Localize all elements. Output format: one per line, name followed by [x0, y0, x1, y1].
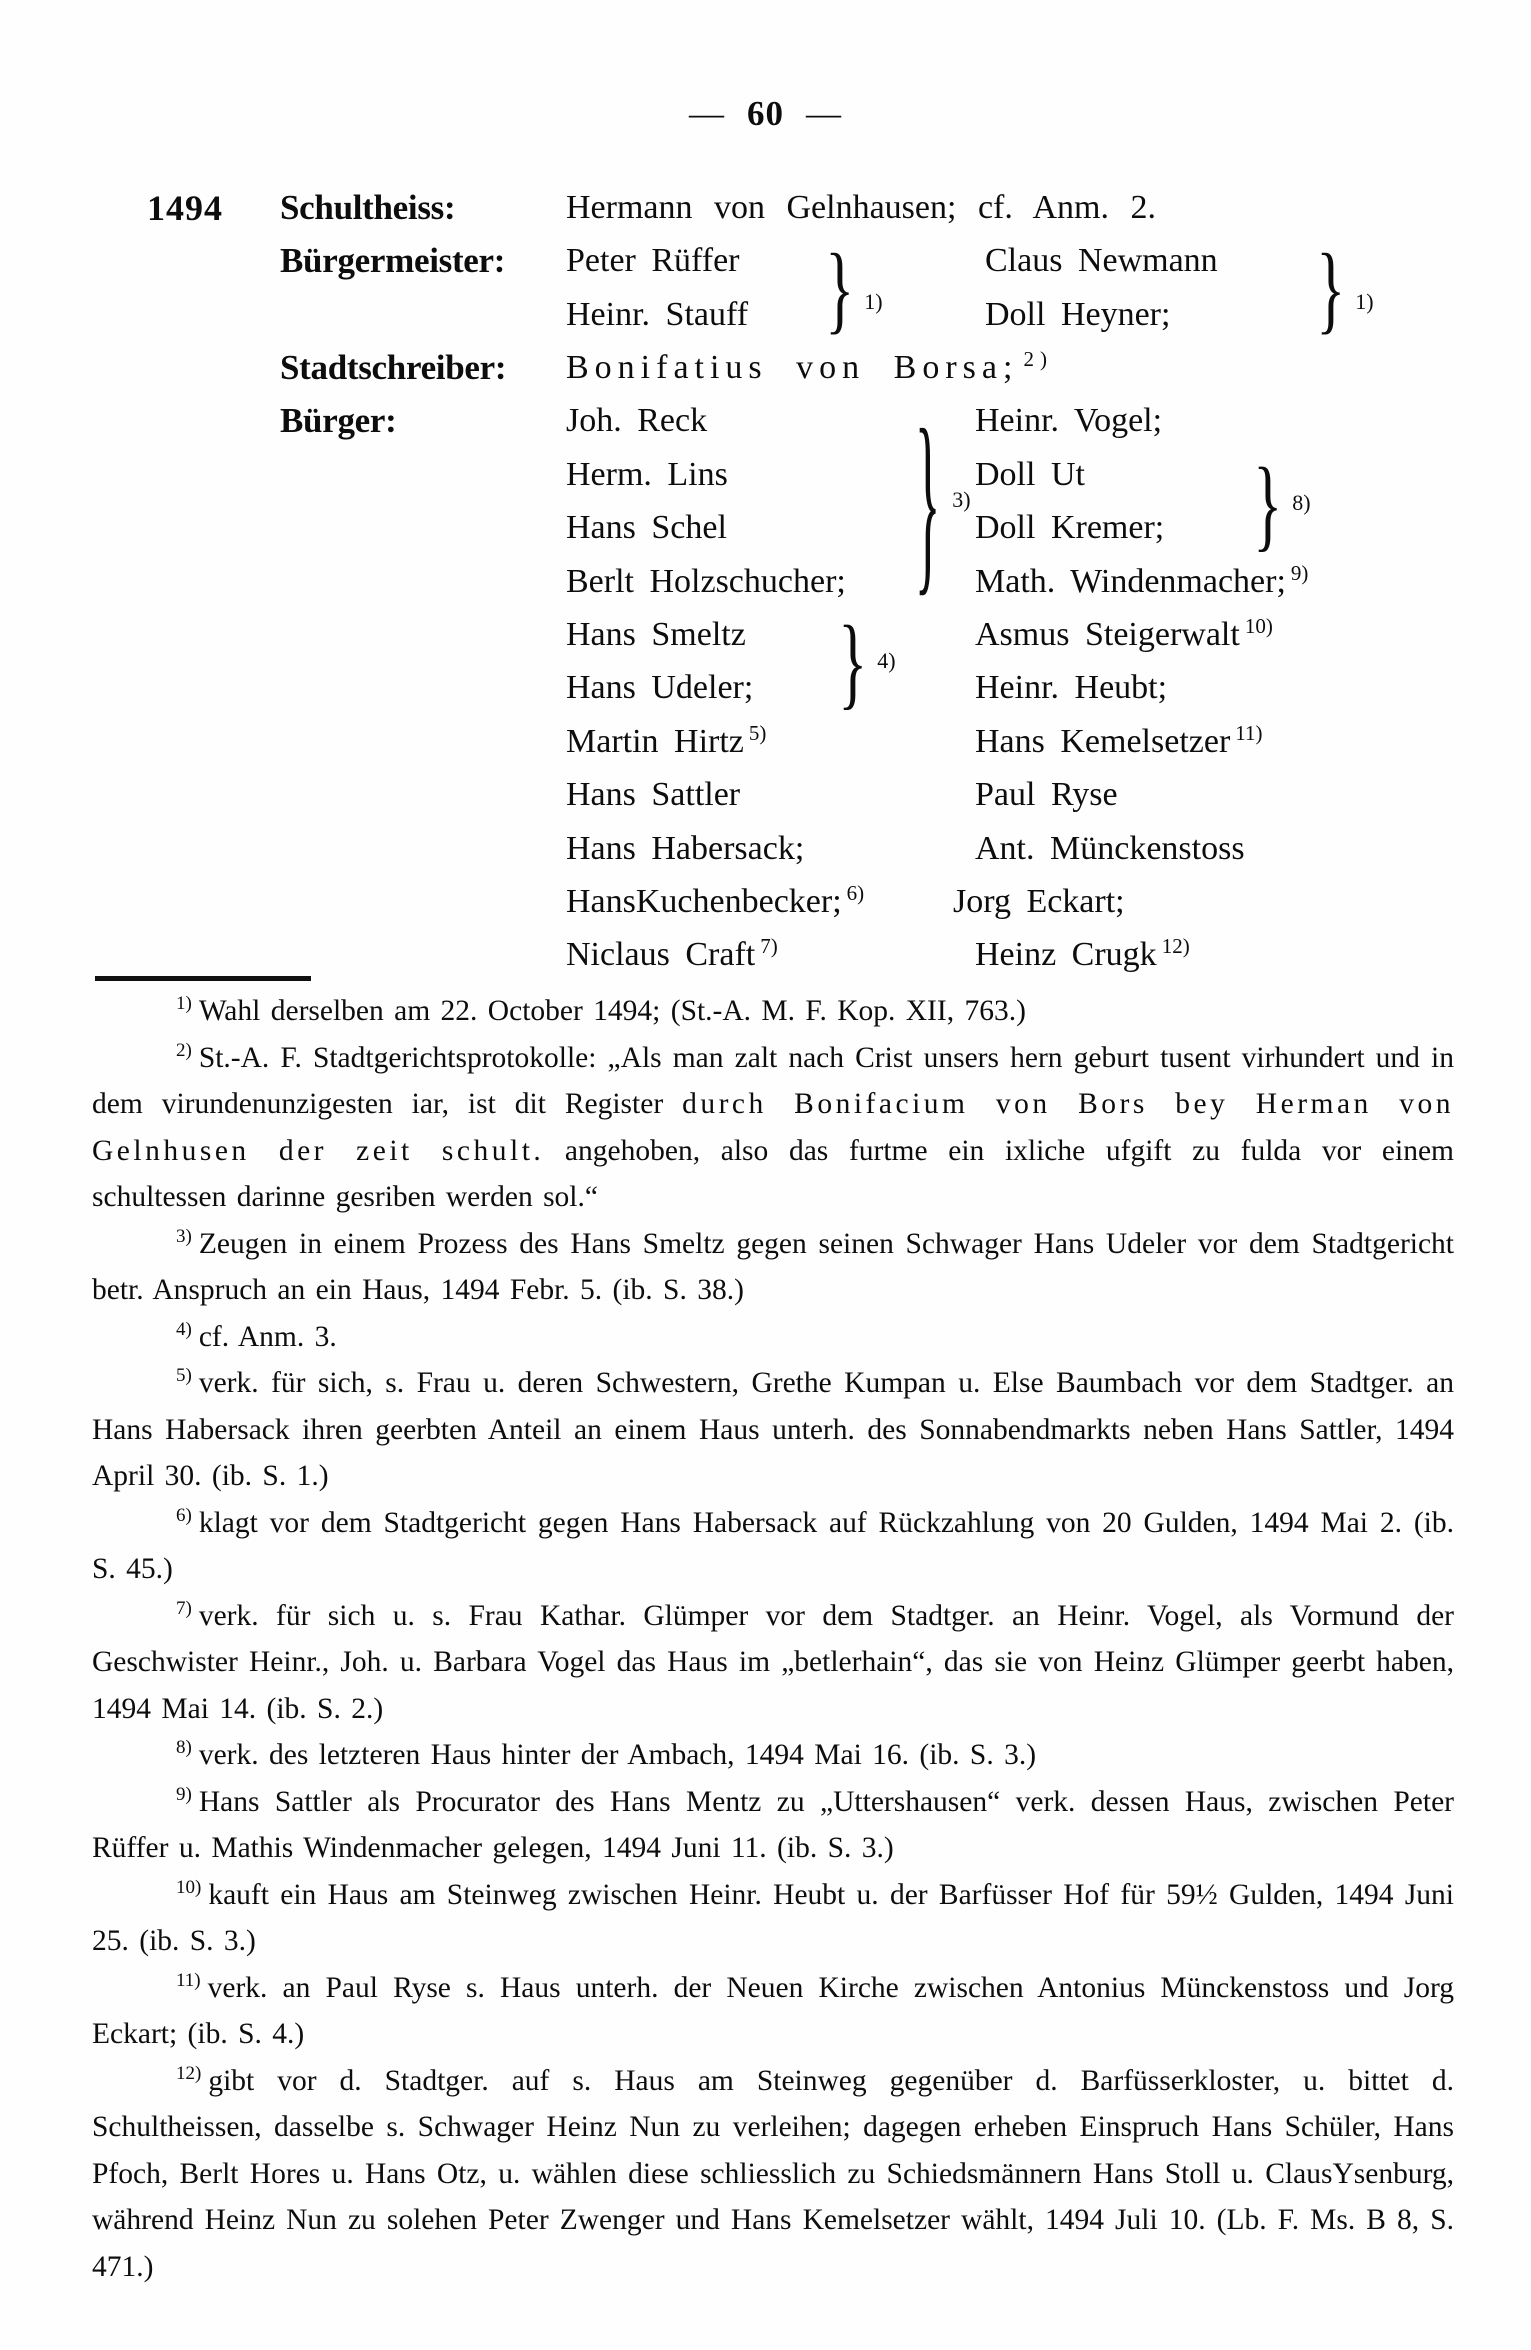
footnote-ref: 2) [1023, 346, 1053, 371]
citizen-name [975, 455, 1085, 495]
citizen-name [566, 775, 740, 815]
register-row [95, 615, 1505, 661]
register-row [95, 668, 1505, 714]
footnote-marker: 5) [176, 1365, 192, 1387]
footnote-4 [92, 1314, 1454, 1361]
register-row [95, 562, 1505, 608]
register-row [95, 722, 1505, 768]
footnote-1 [92, 988, 1454, 1035]
footnote-ref: 5) [748, 720, 767, 745]
citizen-name [566, 455, 728, 495]
buergermeister-label: Bürgermeister: [280, 241, 506, 280]
footnote-marker: 1) [176, 993, 192, 1015]
footnote-ref: 12) [1161, 933, 1190, 958]
footnote-10 [92, 1872, 1454, 1965]
footnote-ref: 10) [1244, 613, 1273, 638]
citizen-name [566, 882, 864, 922]
page-number-left-dash: — [689, 94, 725, 133]
buergermeister-name: Peter Rüffer [566, 242, 740, 279]
footnote-12 [92, 2058, 1454, 2291]
register-row [95, 882, 1505, 928]
register-row [95, 775, 1505, 821]
footnote-marker: 12) [176, 2062, 202, 2084]
page-number [0, 94, 1531, 134]
buergermeister-name: Heinr. Stauff [566, 296, 749, 333]
name-text: Niclaus Craft [566, 936, 756, 973]
register-row [95, 401, 1505, 447]
footnote-ref: 1) [864, 289, 883, 314]
footnote-text: verk. des letzteren Haus hinter der Ambach, 1494 Mai 16. (ib. S. 3.) [198, 1739, 1037, 1771]
citizen-name [566, 562, 846, 602]
footnotes-section [92, 988, 1454, 2290]
schultheiss-label: Schultheiss: [280, 188, 456, 227]
footnote-marker: 11) [176, 1969, 201, 1991]
name-text: Doll Kremer; [975, 509, 1165, 546]
name-text: Heinr. Vogel; [975, 402, 1163, 439]
footnote-ref: 1) [1355, 289, 1374, 314]
name-text: Hans Udeler; [566, 669, 754, 706]
buergermeister-right-brace [1310, 232, 1374, 344]
citizen-name [566, 829, 804, 869]
footnote-ref: 3) [952, 487, 971, 512]
citizen-name [975, 562, 1308, 602]
footnote-text: Zeugen in einem Prozess des Hans Smeltz gegen seinen Schwager Hans Udeler vor dem Stadtgericht betr. Anspruch an ein Haus, 1494 Febr. 5. (ib. S. 38.) [92, 1227, 1454, 1306]
register-row [95, 295, 1505, 341]
page-number-value: 60 [747, 94, 784, 133]
schultheiss-value: Hermann von Gelnhausen; cf. Anm. 2. [566, 189, 1156, 226]
footnote-7 [92, 1593, 1454, 1733]
citizen-name [975, 935, 1190, 975]
name-text: Hans Habersack; [566, 830, 805, 867]
buergermeister-name: Doll Heyner; [985, 296, 1171, 333]
citizen-name [975, 401, 1162, 441]
register-row [95, 829, 1505, 875]
year-label: 1494 [147, 188, 223, 228]
citizen-name [566, 935, 778, 975]
curly-brace: } [914, 387, 941, 613]
footnote-text: verk. an Paul Ryse s. Haus unterh. der Neuen Kirche zwischen Antonius Münckenstoss und Jorg Eckart; (ib. S. 4.) [92, 1971, 1454, 2050]
name-text: Hans Kemelsetzer [975, 723, 1231, 760]
footnote-text: gibt vor d. Stadtger. auf s. Haus am Steinweg gegenüber d. Barfüsserkloster, u. bittet d. Schultheissen, dasselbe s. Schwager Heinz Nun zu verleihen; dagegen erheben Einspruch Hans Schüler, Hans Pfoch, Berlt Hores u. Hans Otz, u. wählen diese schliesslich zu Schiedsmännern Hans Stoll u. ClausYsenburg, während Heinz Nun zu solehen Peter Zwenger und Hans Kemelsetzer wählt, 1494 Juli 10. (Lb. F. Ms. B 8, S. 471.) [92, 2064, 1454, 2283]
buergermeister-left-brace [819, 232, 883, 344]
footnote-text: St.-A. F. Stadtgerichtsprotokolle: „Als man zalt nach Crist unsers hern geburt tusent virhundert und in dem virundenunzigesten iar, ist dit Register [92, 1041, 1454, 1120]
footnote-marker: 7) [176, 1597, 192, 1619]
footnote-marker: 2) [176, 1039, 192, 1061]
smeltz-pair-brace [832, 603, 896, 719]
register-row [95, 348, 1505, 394]
citizen-name [975, 615, 1273, 655]
footnote-ref: 11) [1235, 720, 1263, 745]
footnote-text-spaced: durch Bonifacium von Bors bey Herman von Gelnhusen der zeit schult. [92, 1088, 1454, 1167]
name-text: Paul Ryse [975, 776, 1118, 813]
footnote-text: klagt vor dem Stadtgericht gegen Hans Habersack auf Rückzahlung von 20 Gulden, 1494 Mai 2. (ib. S. 45.) [92, 1506, 1454, 1585]
citizen-name [566, 668, 753, 708]
register-row [95, 935, 1505, 981]
footnote-ref: 8) [1292, 490, 1311, 515]
curly-brace: } [1253, 445, 1283, 561]
footnote-ref: 4) [877, 648, 896, 673]
footnote-marker: 6) [176, 1504, 192, 1526]
curly-brace: } [825, 232, 855, 344]
name-text: Heinz Crugk [975, 936, 1157, 973]
footnote-ref: 6) [846, 880, 865, 905]
name-text: Heinr. Heubt; [975, 669, 1168, 706]
stadtschreiber-label: Stadtschreiber: [280, 348, 507, 387]
footnote-9 [92, 1779, 1454, 1872]
name-text: HansKuchenbecker; [566, 883, 842, 920]
footnote-rule [95, 976, 311, 981]
curly-brace: } [838, 603, 868, 719]
citizen-name [566, 722, 766, 762]
doll-pair-brace [1247, 445, 1311, 561]
footnote-marker: 4) [176, 1318, 192, 1340]
footnote-ref: 7) [760, 933, 778, 958]
citizen-name [975, 508, 1164, 548]
name-text: Berlt Holzschucher; [566, 563, 846, 600]
register-row [95, 241, 1505, 287]
register-row [95, 188, 1505, 234]
footnote-2 [92, 1035, 1454, 1221]
footnote-marker: 8) [176, 1737, 192, 1759]
register-1494 [95, 188, 1505, 978]
citizen-name [975, 722, 1263, 762]
buerger-label: Bürger: [280, 401, 397, 440]
footnote-8 [92, 1732, 1454, 1779]
footnote-11 [92, 1965, 1454, 2058]
footnote-text: cf. Anm. 3. [198, 1320, 337, 1353]
name-text: Hans Schel [566, 509, 727, 546]
name-text: Ant. Münckenstoss [975, 830, 1245, 867]
name-text: Hans Smeltz [566, 616, 746, 653]
footnote-text: Hans Sattler als Procurator des Hans Mentz zu „Uttershausen“ verk. dessen Haus, zwischen Peter Rüffer u. Mathis Windenmacher gelegen, 1494 Juni 11. (ib. S. 3.) [92, 1785, 1454, 1864]
buergermeister-name: Claus Newmann [985, 242, 1218, 279]
footnote-text: Wahl derselben am 22. October 1494; (St.-A. M. F. Kop. XII, 763.) [198, 995, 1026, 1027]
witness-group-brace [907, 387, 971, 613]
citizen-name [975, 829, 1245, 869]
name-text: Math. Windenmacher; [975, 563, 1286, 600]
name-text: Herm. Lins [566, 456, 728, 493]
footnote-marker: 3) [176, 1225, 192, 1247]
footnote-text: kauft ein Haus am Steinweg zwischen Heinr. Heubt u. der Barfüsser Hof für 59½ Gulden, 1494 Juni 25. (ib. S. 3.) [92, 1878, 1454, 1957]
name-text: Jorg Eckart; [953, 883, 1125, 920]
footnote-marker: 9) [176, 1783, 192, 1805]
footnote-3 [92, 1221, 1454, 1314]
citizen-name [566, 401, 707, 441]
name-text: Martin Hirtz [566, 723, 744, 760]
stadtschreiber-value [566, 348, 1053, 388]
footnote-text: verk. für sich, s. Frau u. deren Schwestern, Grethe Kumpan u. Else Baumbach vor dem Stadtger. an Hans Habersack ihren geerbten Anteil an einem Haus unterh. des Sonnabendmarkts neben Hans Sattler, 1494 April 30. (ib. S. 1.) [92, 1367, 1454, 1492]
name-text: Doll Ut [975, 456, 1085, 493]
footnote-text: angehoben, also das furtme ein ixliche ufgift zu fulda vor einem schultessen darinne gesriben werden sol.“ [92, 1134, 1454, 1213]
footnote-text: verk. für sich u. s. Frau Kathar. Glümper vor dem Stadtger. an Heinr. Vogel, als Vormund der Geschwister Heinr., Joh. u. Barbara Vogel das Haus im „betlerhain“, das sie von Heinz Glümper geerbt haben, 1494 Mai 14. (ib. S. 2.) [92, 1599, 1454, 1725]
name-text: Joh. Reck [566, 402, 708, 439]
footnote-5 [92, 1360, 1454, 1500]
stadtschreiber-name: Bonifatius von Borsa; [566, 349, 1019, 386]
citizen-name [975, 775, 1118, 815]
name-text: Hans Sattler [566, 776, 741, 813]
citizen-name [953, 882, 1125, 922]
page-number-right-dash: — [806, 94, 842, 133]
citizen-name [566, 508, 727, 548]
footnote-6 [92, 1500, 1454, 1593]
citizen-name [566, 615, 746, 655]
name-text: Asmus Steigerwalt [975, 616, 1240, 653]
curly-brace: } [1316, 232, 1346, 344]
citizen-name [975, 668, 1167, 708]
footnote-marker: 10) [176, 1876, 202, 1898]
footnote-ref: 9) [1290, 560, 1309, 585]
